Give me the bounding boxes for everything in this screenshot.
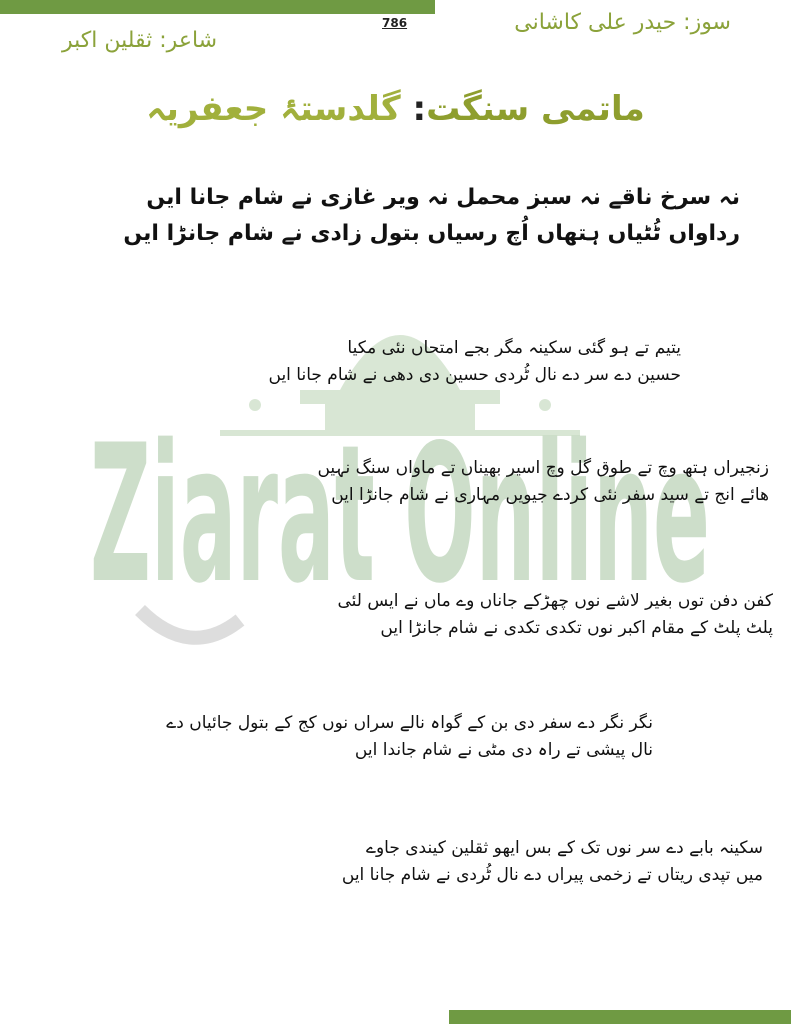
bottom-decorative-bar bbox=[449, 1010, 791, 1024]
page-number: 786 bbox=[382, 16, 408, 30]
poet-credit: شاعر: ثقلین اکبر bbox=[62, 28, 218, 53]
verse-5 bbox=[342, 835, 763, 889]
composer-credit: سوز: حیدر علی کاشانی bbox=[514, 10, 731, 35]
title-separator: : bbox=[412, 89, 427, 129]
verse-3-line-1: کفن دفن توں بغیر لاشے نوں چھڑکے جاناں وے ماں نے ایس لئی bbox=[337, 591, 773, 611]
page-title bbox=[0, 88, 791, 129]
verse-4 bbox=[166, 710, 653, 764]
verse-1-line-2: حسین دے سر دے نال ٹُردی حسین دی دھی نے شام جانا ایں bbox=[268, 365, 681, 385]
verse-4-line-2: نال پیشی تے راہ دی مٹی نے شام جاندا ایں bbox=[354, 740, 653, 760]
title-part-guldasta: گلدستۂ جعفریہ bbox=[146, 89, 401, 129]
watermark-text: Ziarat Online bbox=[90, 404, 710, 625]
verse-5-line-1: سکینہ بابے دے سر نوں تک کے بس ایھو ثقلین کیندی جاوے bbox=[365, 838, 763, 858]
verse-2 bbox=[317, 455, 769, 509]
verse-3 bbox=[337, 588, 773, 642]
verse-1-line-1: یتیم تے ہو گئی سکینہ مگر بجے امتحاں نئی مکیا bbox=[347, 338, 681, 358]
opening-couplet bbox=[40, 180, 740, 252]
verse-4-line-1: نگر نگر دے سفر دی بن کے گواہ نالے سراں نوں کج کے بتول جائیاں دے bbox=[166, 713, 653, 733]
title-part-matmi-sangat: ماتمی سنگت bbox=[426, 89, 645, 129]
verse-3-line-2: پلٹ پلٹ کے مقام اکبر نوں تکدی تکدی نے شام جانڑا ایں bbox=[380, 618, 773, 638]
top-decorative-bar bbox=[0, 0, 435, 14]
verse-2-line-1: زنجیراں ہتھ وچ تے طوق گل وچ اسیر بھیناں تے ماواں سنگ نہیں bbox=[317, 458, 769, 478]
verse-2-line-2: ھائے انج تے سید سفر نئی کردے جیویں مہاری نے شام جانڑا ایں bbox=[331, 485, 769, 505]
verse-1 bbox=[269, 335, 682, 389]
couplet-line-2: رداواں ٹُٹیاں ہتھاں اُچ رسیاں بتول زادی نے شام جانڑا ایں bbox=[123, 221, 740, 246]
verse-5-line-2: میں تپدی ریتاں تے زخمی پیراں دے نال ٹُردی نے شام جانا ایں bbox=[341, 865, 763, 885]
couplet-line-1: نہ سرخ ناقے نہ سبز محمل نہ ویر غازی نے شام جانا ایں bbox=[146, 185, 740, 210]
